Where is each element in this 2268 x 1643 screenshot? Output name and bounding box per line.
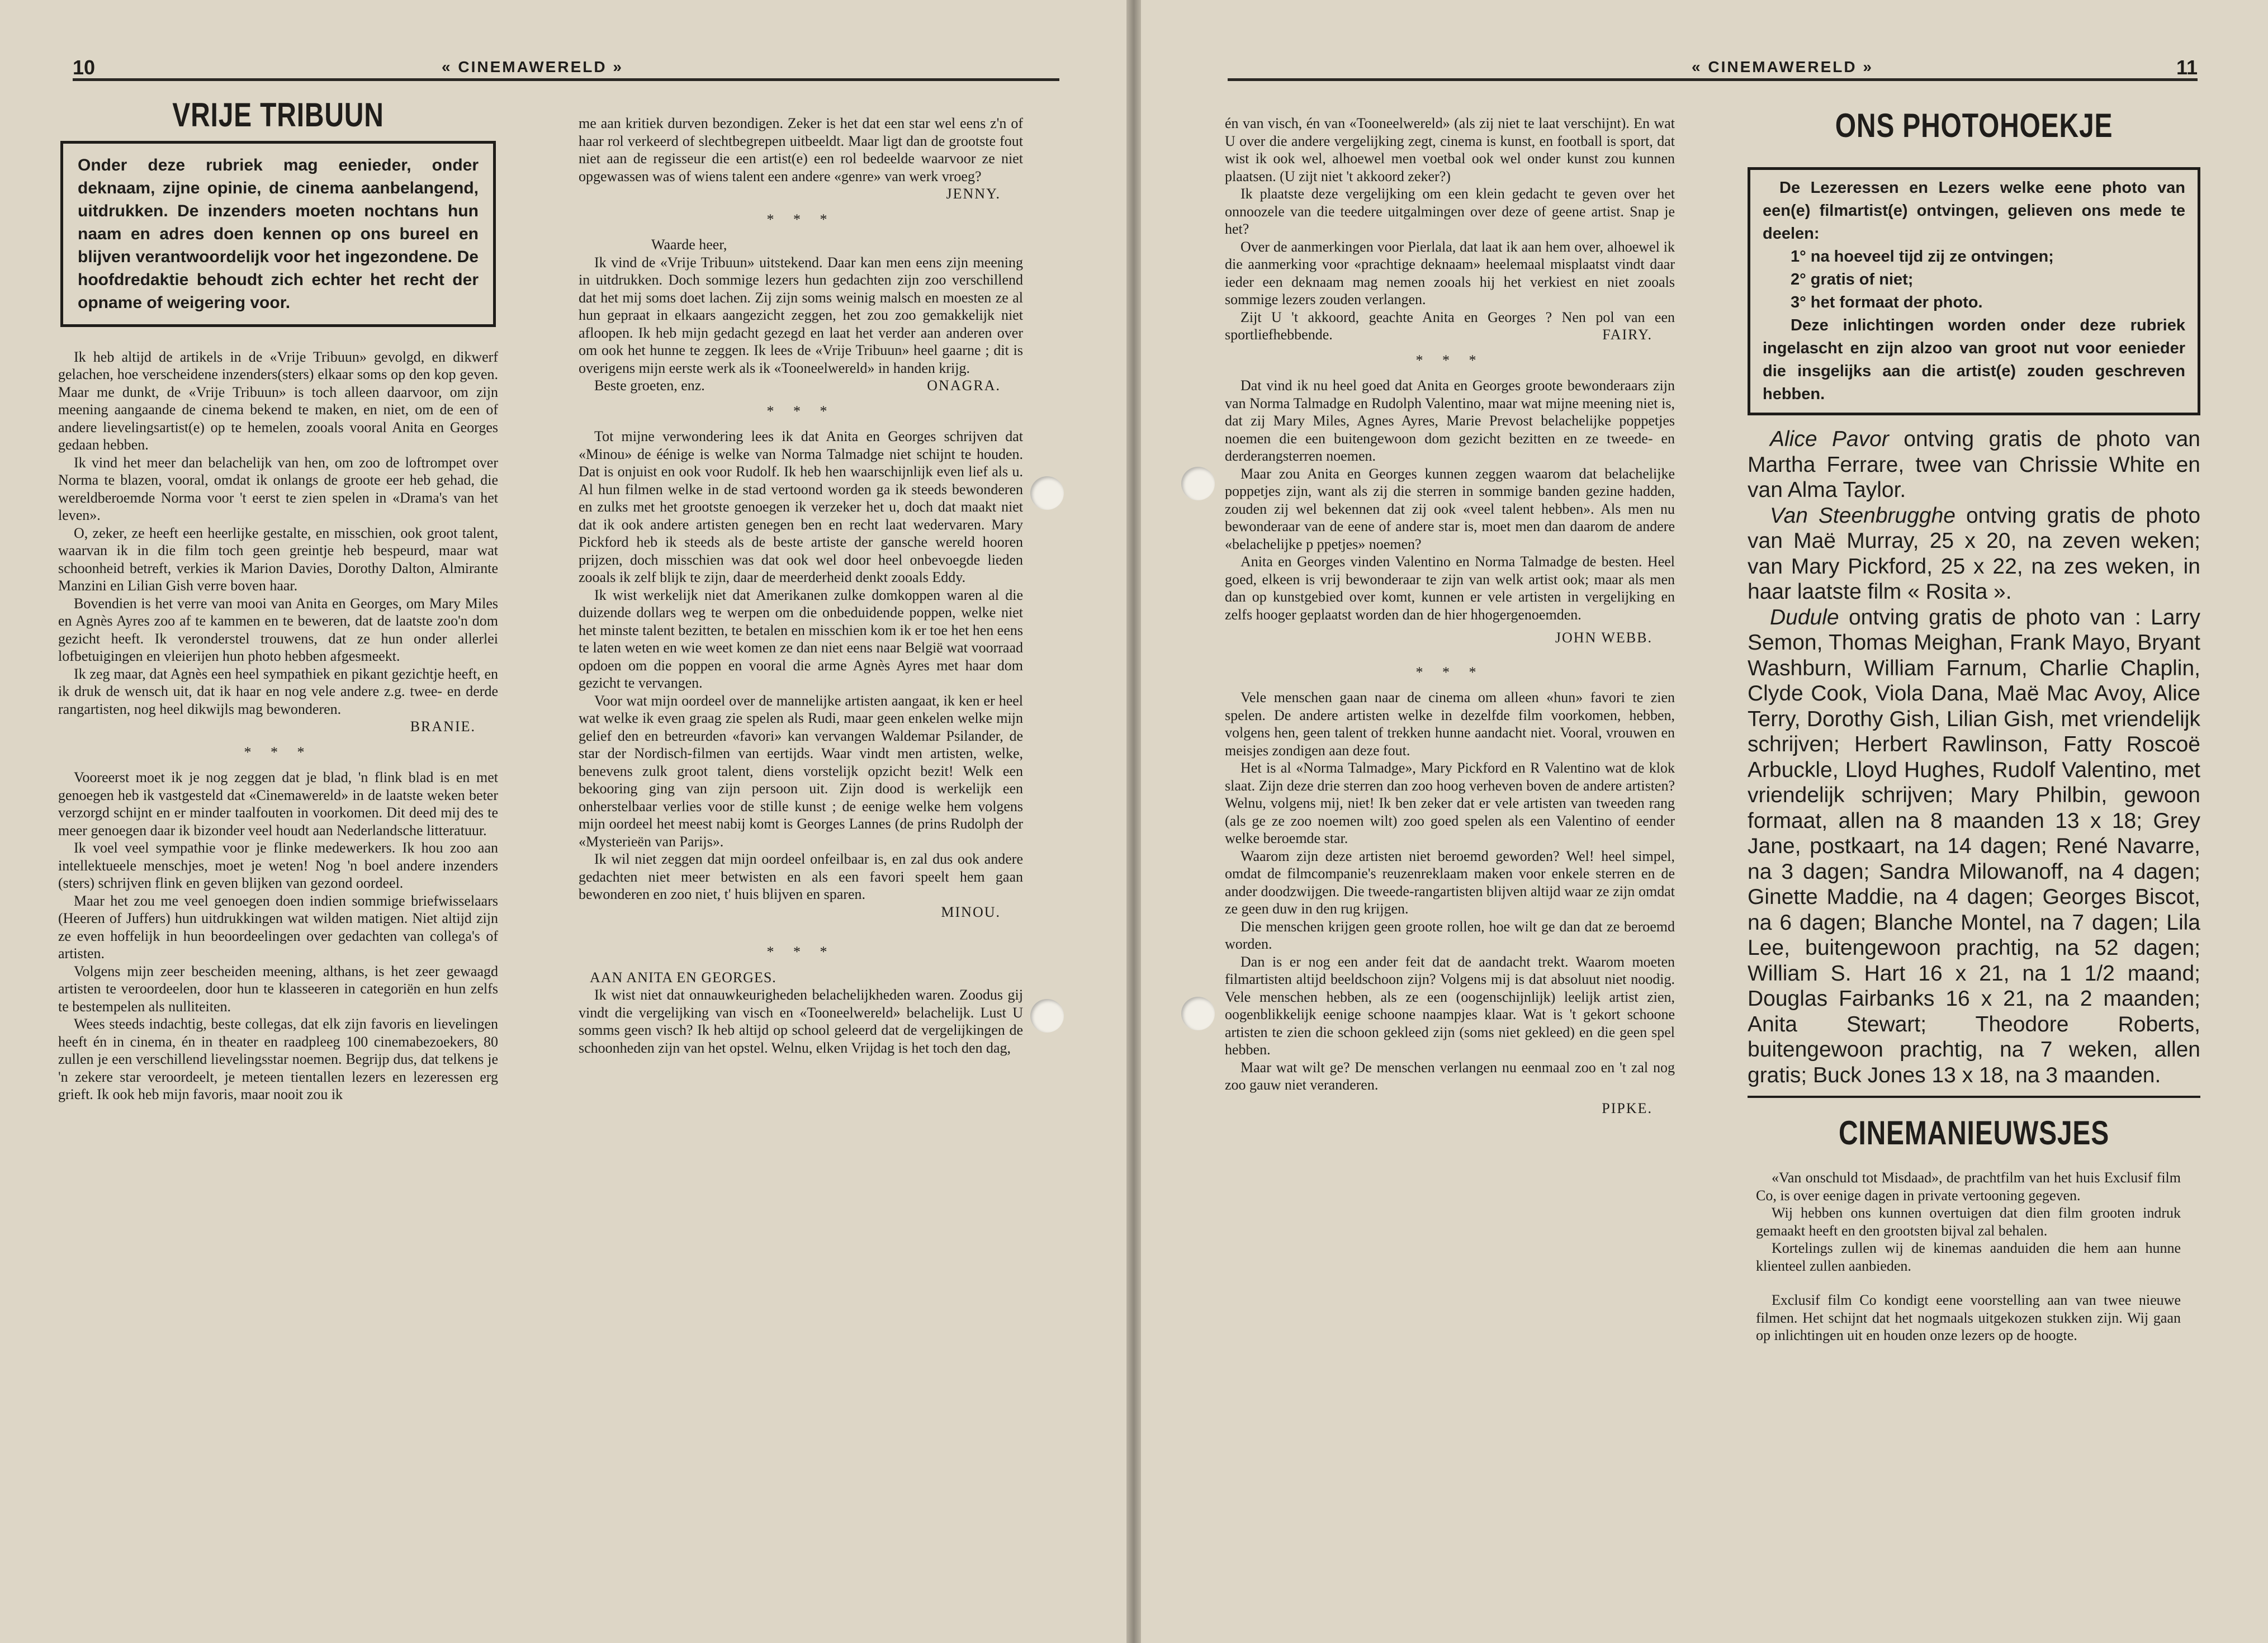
paragraph: Volgens mijn zeer bescheiden meening, althans, is het zeer gewaagd artisten te veroordeelen, door hun te klasseeren in categoriën en hun zelfs te bestempelen als nulliteiten. <box>58 963 498 1015</box>
signature: FAIRY. <box>1602 326 1653 343</box>
paragraph: Vele menschen gaan naar de cinema om alleen «hun» favori te zien spelen. De andere artisten welke in dezelfde film voorkomen, hebben, volgens hen, geen talent of trekken hunne aandacht niet. Vooral, vrouwen en meisjes zondigen aan deze fout. <box>1225 689 1675 759</box>
magazine-name: « CINEMAWERELD » <box>442 58 623 75</box>
paragraph: Zijt U 't akkoord, geachte Anita en Georges ? Nen pol van een sportliefhebbende. FAIRY. <box>1225 309 1675 343</box>
letter-branie <box>58 348 498 736</box>
left-page <box>0 0 1126 1643</box>
page-number: 10 <box>73 56 96 79</box>
photohoekje-title: ONS PHOTOHOEKJE <box>1835 107 2113 144</box>
notice-line: 1° na hoeveel tijd zij ze ontvingen; <box>1791 248 2054 266</box>
paragraph: Ik heb altijd de artikels in de «Vrije Tribuun» gevolgd, en dikwerf gelachen, hoe verscheidene inzenders(sters) elkaar soms op den kop geven. Maar me dunkt, de «Vrije Tribuun» is toch alleen daarvoor, om zijn meening aangaande de cinema bekend te maken, en niet, om de een of andere lievelingsartist(e) op te hemelen, zooals vooral Anita en Georges gedaan hebben. <box>58 348 498 453</box>
paragraph: Bovendien is het verre van mooi van Anita en Georges, om Mary Miles en Agnès Ayres zoo af te kammen en te beweren, dat de laatste zoo'n dom gezicht heeft. Ik veronderstel trouwens, dat ze hun onder allerlei lofbetuigingen en vleierijen hun photo hebben afgesmeekt. <box>58 595 498 664</box>
paragraph: Het is al «Norma Talmadge», Mary Pickford en R Valentino wat de klok slaat. Zijn deze drie sterren dan zoo hoog verheven boven de andere artisten? Welnu, volgens mij, niet! Ik ben zeker dat er vele artisten van tweeden rang (als ge ze zoo noemen wilt) zoo goed spelen als een Valentino of eender welke beroemde star. <box>1225 760 1675 846</box>
greeting: Waarde heer, <box>651 236 727 253</box>
closing: Beste groeten, enz. ONAGRA. <box>594 377 1001 394</box>
paragraph: Vooreerst moet ik je nog zeggen dat je blad, 'n flink blad is en met genoegen heb ik vastgesteld dat «Cinemawereld» in de laatste weken beter verzorgd schijnt en er minder taalfouten in voorkomen. Dit deed mij des te meer genoegen daar ik bizonder veel houdt aan Nederlandsche litteratuur. <box>58 769 498 839</box>
signature: BRANIE. <box>410 718 476 735</box>
paragraph: Dat vind ik nu heel goed dat Anita en Georges groote bewonderaars zijn van Norma Talmadge en Rudolph Valentino, maar wat mijne meening niet is, dat zij Mary Miles, Agnes Ayres, Marie Prevost belachelijke poppetjes noemen die een buitengewoon dom gezicht bezitten en ze tweede- en derderangsterren noemen. <box>1225 377 1675 464</box>
paragraph: Maar het zou me veel genoegen doen indien sommige briefwisselaars (Heeren of Juffers) hun uitdrukkingen wat wilden matigen. Niet altijd zijn ze even hoffelijk in hun beoordeelingen over gedachten van collega's of artisten. <box>58 892 498 962</box>
separator-stars: * * * <box>1415 664 1484 680</box>
paragraph: Wees steeds indachtig, beste collegas, dat elk zijn favoris en lievelingen heeft én in cinema, én in theater en raadpleeg 100 cinemabezoekers, 80 zullen je een verschillend lievelingsstar noemen. Begrijp dus, dat telkens je 'n zekere star veroordeelt, je meteen tientallen lezers en lezeressen erg grieft. Ik ook heb mijn favoris, maar nooit zou ik <box>58 1016 498 1102</box>
signature: JOHN WEBB. <box>1555 629 1653 646</box>
notice-line: De Lezeressen en Lezers welke eene photo van een(e) filmartist(e) ontvingen, gelieven ons mede te deelen: <box>1763 179 2185 243</box>
paragraph: Ik wist werkelijk niet dat Amerikanen zulke domkoppen waren al die duizende dollars weg te werpen om die onbeduidende poppen, welke niet het minste talent bezitten, te betalen en misschien kom ik er toe het hen eens te laten weten en wie weet komen ze dan niet eens naar België wat voorraad opdoen om die poppen en vooral die arme Agnès Ayres met haar dom gezicht te vervangen. <box>579 586 1023 691</box>
paragraph: Ik wil niet zeggen dat mijn oordeel onfeilbaar is, en zal dus ook andere gedachten niet meer betwisten en als een favori speelt hem gaan bewonderen en zoo niet, t' huis blijven en sparen. <box>579 851 1023 902</box>
punch-hole <box>1030 999 1064 1033</box>
signature: JENNY. <box>946 186 1001 202</box>
paragraph: Dan is er nog een ander feit dat de aandacht trekt. Waarom moeten filmartisten altijd beeldschoon zijn? Volgens mij is dat absoluut niet noodig. Vele menschen hebben, als ze een (oogenschijnlijk) leelijk artist zien, oogenblikkelijk eenige schoone naampjes klaar. Wat is 't gekort schoone artisten te zien die schoon gekleed zijn (soms niet gekleed) en die geen spel hebben. <box>1225 953 1675 1058</box>
paragraph: Ik zeg maar, dat Agnès een heel sympathiek en pikant gezichtje heeft, en ik druk de wensch uit, dat ik haar en nog vele andere z.g. twee- en derde rangartisten, nog heel dikwijls mag bewonderen. <box>58 665 498 717</box>
photo-entry: Van Steenbrugghe ontving gratis de photo van Maë Murray, 25 x 20, na zeven weken; van Mary Pickford, 25 x 22, na zes weken, in haar laatste film « Rosita ». <box>1748 503 2201 604</box>
nieuwsjes-text <box>1756 1169 2181 1344</box>
notice-line: 3° het formaat der photo. <box>1791 293 1983 311</box>
paragraph: Die menschen krijgen geen groote rollen, hoe wilt ge dan dat ze beroemd worden. <box>1225 918 1675 952</box>
paragraph: Wij hebben ons kunnen overtuigen dat dien film grooten indruk gemaakt heeft en den grootsten bijval zal behalen. <box>1756 1205 2181 1239</box>
paragraph: O, zeker, ze heeft een heerlijke gestalte, en misschien, ook groot talent, waarvan ik in die film toch geen greintje heb bespeurd, maar wat schoonheid betreft, verkies ik Marion Davies, Dorothy Dalton, Almirante Manzini en Lilian Gish verre boven haar. <box>58 524 498 594</box>
page-number: 11 <box>2176 56 2198 79</box>
right-page-header <box>1228 56 2198 81</box>
notice-line: Deze inlichtingen worden onder deze rubriek ingelascht en zijn alzoo van groot nut voor eenieder die insgelijks aan die artist(e) zouden geschreven hebben. <box>1763 316 2185 403</box>
paragraph: Ik vind het meer dan belachelijk van hen, om zoo de loftrompet over Norma te blazen, vooral, omdat ik onlangs de groote eer heb gehad, die wereldberoemde Norma voor 't eerst te zien spelen in «Drama's van het leven». <box>58 454 498 523</box>
tribuun-column-2 <box>579 115 1023 1057</box>
photo-entries <box>1748 427 2200 1088</box>
separator-stars: * * * <box>766 211 835 228</box>
letter-jenny <box>58 769 498 1104</box>
paragraph: me aan kritiek durven bezondigen. Zeker is het dat een star wel eens z'n of haar rol verkeerd of slechtbegrepen uitbeeldt. Maar ligt dan de grootste fout niet aan de regisseur die een artist(e) een rol bedeelde waarvoor ze niet opgewassen was of wiens talent een andere «genre» van werk vroeg? <box>579 115 1023 184</box>
tribuun-notice: Onder deze rubriek mag eenieder, onder deknaam, zijne opinie, de cinema aanbelangend, uitdrukken. De inzenders moeten nochtans hun naam en adres doen kennen op ons bureel en blijven verantwoordelijk voor het ingezondene. De hoofdredaktie behoudt zich echter het recht der opname of weigering voor. <box>78 155 479 312</box>
paragraph: Ik vind de «Vrije Tribuun» uitstekend. Daar kan men eens zijn meening in uitdrukken. Doch sommige lezers hun gedachten zijn zoo verschillend dat het mij soms doet lachen. Zij zijn soms weinig malsch en moesten ze al hun gepraat in elkaars aangezicht zeggen, het zou zoo gemakkelijk niet afloopen. Ik heb mijn gedacht gezegd en laat het verder aan anderen over om ook het hunne te zeggen. Ik lees de «Vrije Tribuun» heel gaarne ; dit is overigens mijn eerste werk als ik «Tooneelwereld» in handen krijg. <box>579 254 1023 376</box>
punch-hole <box>1181 997 1215 1030</box>
reader-name: Van Steenbrugghe <box>1770 503 1956 528</box>
paragraph: Voor wat mijn oordeel over de mannelijke artisten aangaat, ik ken er heel wat welke ik even graag zie spelen als Rudi, maar geen enkelen welke mijn gelief den en betreurden «favori» kan vervangen Waldemar Psilander, de star der Nordisch-filmen van eertijds. Waar vindt men artisten, welke, benevens zulk groot talent, diens vorstelijk opzicht bezit! Welk een bekooring ging van zijn persoon uit. Zijn dood is werkelijk een onherstelbaar verlies voor de stille kunst ; de eenige welke hem volgens mijn oordeel het meest nabij komt is Georges Lannes (de prins Rudolph der «Mysterieën van Parijs». <box>579 692 1023 850</box>
tribuun-column-3 <box>1225 115 1675 1117</box>
notice-line: 2° gratis of niet; <box>1791 271 1914 288</box>
separator-stars: * * * <box>766 944 835 960</box>
paragraph: Waarom zijn deze artisten niet beroemd geworden? Wel! heel simpel, omdat de filmcompanie's reuzenreklaam maken voor enkele sterren en de ander doodzwijgen. Die tweede-rangartisten blijven altijd waar ze zijn omdat ze geen duw in den rug krijgen. <box>1225 847 1675 917</box>
separator-stars: * * * <box>244 744 312 760</box>
paragraph: Kortelings zullen wij de kinemas aanduiden die hem aan hunne klienteel zullen aanbieden. <box>1756 1240 2181 1274</box>
photo-entry: Alice Pavor ontving gratis de photo van Martha Ferrare, twee van Chrissie White en van Alma Taylor. <box>1748 427 2200 502</box>
subheading: AAN ANITA EN GEORGES. <box>590 969 776 986</box>
separator-stars: * * * <box>766 403 835 419</box>
paragraph: Ik wist niet dat onnauwkeurigheden belachelijkheden waren. Zoodus gij vindt die vergelijking van visch en «Tooneelwereld» belachelijk. Lust U somms geen visch? Ik heb altijd op school geleerd dat de vergelijkingen de schoonheden zijn van het opstel. Welnu, elken Vrijdag is het toch den dag, <box>579 987 1023 1056</box>
reader-name: Alice Pavor <box>1770 427 1889 451</box>
photo-entry: Dudule ontving gratis de photo van : Larry Semon, Thomas Meighan, Frank Mayo, Bryant Washburn, William Farnum, Charlie Chaplin, Clyde Cook, Viola Dana, Maë Mac Avoy, Alice Terry, Dorothy Gish, Lilian Gish, met vriendelijk schrijven; Herbert Rawlinson, Fatty Roscoë Arbuckle, Lloyd Hughes, Rudolf Valentino, met vriendelijk schrijven; Mary Philbin, gewoon formaat, allen na 8 maanden 13 x 18; Grey Jane, postkaart, na 14 dagen; René Navarre, na 3 dagen; Sandra Milowanoff, na 4 dagen; Ginette Maddie, na 4 dagen; Georges Biscot, na 6 dagen; Blanche Montel, na 7 dagen; Lila Lee, buitengewoon prachtig, na 52 dagen; William S. Hart 16 x 21, na 1 1/2 maand; Douglas Fairbanks 16 x 21, na 2 maanden; Anita Stewart; Theodore Roberts, buitengewoon prachtig, na 7 weken, allen gratis; Buck Jones 13 x 18, na 3 maanden. <box>1748 605 2200 1087</box>
binding-gutter <box>1126 0 1141 1643</box>
photohoekje-notice-box <box>1748 167 2200 415</box>
punch-hole <box>1030 476 1064 510</box>
punch-hole <box>1181 467 1215 500</box>
paragraph: Tot mijne verwondering lees ik dat Anita en Georges schrijven dat «Minou» de éénige is welke van Norma Talmadge niet schijnt te houden. Dat is onjuist en ook voor Rudolf. Ik heb hen waarschijnlijk even lief als u. Al hun filmen welke in de stad vertoond worden ga ik steeds bewonderen en zulks met het grootste genoegen ik verzeker het u, doch dat maakt niet dat ik ook andere artisten genegen ben en recht laat wedervaren. Mary Pickford heb ik steeds als de beste artiste der gansche wereld hooren prijzen, doch misschien was dat ook wel door heel onbevoegde lieden zooals ik zelf blijk te zijn, daar de meerderheid denkt zooals Eddy. <box>579 428 1023 585</box>
paragraph: Ik plaatste deze vergelijking om een klein gedacht te geven over het onnoozele van die teedere uitgalmingen over deze of geene artist. Snap je het? <box>1225 186 1675 237</box>
paragraph: Maar zou Anita en Georges kunnen zeggen waarom dat belachelijke poppetjes zijn, want als zij die sterren in sommige banden gezine hadden, zouden zij wel bekennen dat zij ook «veel talent hebben». Als men nu bewonderaar van de eene of andere star is, moet men dan daarom de andere «belachelijke p ppetjes» noemen? <box>1225 465 1675 552</box>
paragraph: Maar wat wilt ge? De menschen verlangen nu eenmaal zoo en 't zal nog zoo gauw niet veranderen. <box>1225 1059 1675 1093</box>
signature: PIPKE. <box>1602 1100 1653 1116</box>
divider <box>1748 1096 2200 1098</box>
tribuun-column-1 <box>58 96 498 1104</box>
signature: MINOU. <box>941 903 1001 920</box>
paragraph: Exclusif film Co kondigt eene voorstelling aan van twee nieuwe filmen. Het schijnt dat het nogmaals uitgekozen stukken zijn. Wij gaan op inlichtingen uit en houden onze lezers op de hoogte. <box>1756 1292 2181 1343</box>
paragraph: Anita en Georges vinden Valentino en Norma Talmadge de besten. Heel goed, elkeen is vrij bewonderaar te zijn van welk artist ook; maar als men dan op kunstgebied over komt, kunnen er vele artisten in vergelijking en zelfs hooger geplaatst worden dan de hier hhogergenoemden. <box>1225 553 1675 623</box>
left-page-header <box>73 56 1059 81</box>
nieuwsjes-title: CINEMANIEUWSJES <box>1838 1114 2110 1152</box>
reader-name: Dudule <box>1770 605 1839 629</box>
photohoekje-column <box>1748 106 2200 1344</box>
paragraph: Over de aanmerkingen voor Pierlala, dat laat ik aan hem over, alhoewel ik die aanmerking voor «prachtige deknaam» heelemaal misplaatst vindt daar ieder een deknaam mag nemen zooals hij het verkiest en niet zooals sommige lezers zouden verlangen. <box>1225 238 1675 307</box>
tribuun-title: VRIJE TRIBUUN <box>172 96 384 134</box>
paragraph: én van visch, én van «Tooneelwereld» (als zij niet te laat verschijnt). En wat U over die andere vergelijking zegt, cinema is kunst, en football is sport, dat wist ik ook wel, alhoewel men voetbal ook wel onder kunst zou kunnen plaatsen. (U zijt niet 't akkoord zeker?) <box>1225 115 1675 184</box>
magazine-name: « CINEMAWERELD » <box>1692 58 1873 75</box>
separator-stars: * * * <box>1415 352 1484 368</box>
right-page <box>1141 0 2268 1643</box>
paragraph: Ik voel veel sympathie voor je flinke medewerkers. Ik hou zoo aan intellektueele menschjes, moet je weten! Nog 'n boel andere inzenders (sters) schrijven flink en geven blijken van gezond oordeel. <box>58 840 498 891</box>
signature: ONAGRA. <box>927 377 1001 394</box>
tribuun-notice-box <box>60 141 496 327</box>
paragraph: «Van onschuld tot Misdaad», de prachtfilm van het huis Exclusif film Co, is over eenige dagen in private vertooning gegeven. <box>1756 1169 2181 1204</box>
